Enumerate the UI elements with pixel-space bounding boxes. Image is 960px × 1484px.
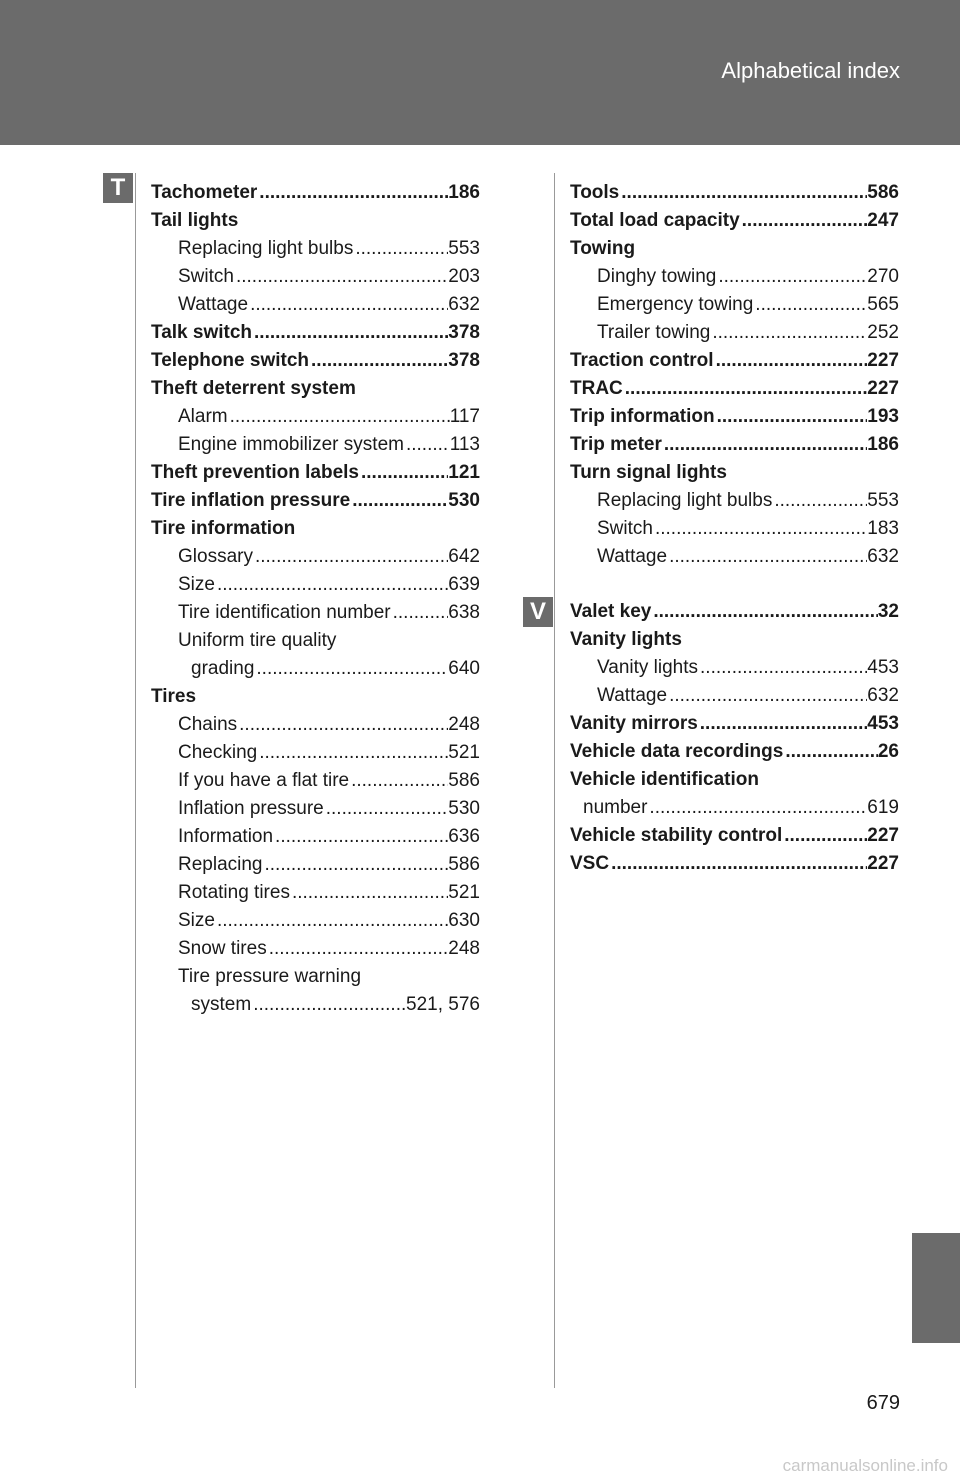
index-entry [570, 794, 899, 822]
index-entry [570, 319, 899, 347]
leader-dots [647, 794, 867, 822]
entry-page-number: 186 [448, 182, 480, 203]
index-entry [570, 515, 899, 543]
leader-dots [309, 347, 448, 375]
entry-page-number: 453 [867, 657, 899, 678]
index-group-t [570, 179, 899, 571]
section-gap [570, 571, 899, 598]
leader-dots [263, 851, 449, 879]
entry-page-number: 248 [448, 714, 480, 735]
entry-label: Wattage [597, 546, 668, 567]
entry-page-number: 203 [448, 266, 480, 287]
leader-dots [215, 571, 448, 599]
leader-dots [237, 711, 448, 739]
leader-dots [619, 179, 867, 207]
leader-dots [698, 710, 868, 738]
leader-dots [667, 682, 867, 710]
index-entry [570, 487, 899, 515]
entry-page-number: 586 [867, 182, 899, 203]
index-entry [151, 375, 480, 403]
index-entry [570, 626, 899, 654]
index-entry [570, 291, 899, 319]
header-title: Alphabetical index [721, 58, 900, 83]
index-entry [570, 347, 899, 375]
leader-dots [651, 598, 878, 626]
entry-label: Switch [597, 518, 653, 539]
leader-dots [252, 319, 448, 347]
entry-label: Size [178, 910, 215, 931]
entry-page-number: 252 [867, 322, 899, 343]
leader-dots [324, 795, 449, 823]
entry-page-number: 632 [448, 294, 480, 315]
entry-label: Theft deterrent system [151, 378, 356, 399]
leader-dots [782, 822, 867, 850]
entry-page-number: 565 [867, 294, 899, 315]
leader-dots [215, 907, 448, 935]
entry-page-number: 32 [877, 601, 899, 622]
index-entry [570, 850, 899, 878]
entry-page-number: 632 [867, 546, 899, 567]
index-entry [570, 207, 899, 235]
leader-dots [353, 235, 448, 263]
entry-page-number: 632 [867, 685, 899, 706]
entry-page-number: 630 [448, 910, 480, 931]
entry-label: Checking [178, 742, 258, 763]
entry-label: Replacing light bulbs [178, 238, 354, 259]
leader-dots [783, 738, 878, 766]
entry-label: Trailer towing [597, 322, 711, 343]
page-header [0, 0, 960, 145]
entry-label: Alarm [178, 406, 228, 427]
entry-label: Theft prevention labels [151, 462, 359, 483]
index-entry [151, 935, 480, 963]
entry-label: If you have a flat tire [178, 770, 350, 791]
leader-dots [667, 543, 867, 571]
index-entry [151, 907, 480, 935]
entry-label: Tire inflation pressure [151, 490, 351, 511]
leader-dots [228, 403, 450, 431]
entry-label: Information [178, 826, 274, 847]
entry-page-number: 639 [448, 574, 480, 595]
entry-label: Wattage [178, 294, 249, 315]
entry-page-number: 553 [867, 490, 899, 511]
leader-dots [359, 459, 448, 487]
entry-page-number: 26 [877, 741, 899, 762]
entry-label: Telephone switch [151, 350, 310, 371]
entry-label: Tire pressure warning [178, 966, 362, 987]
entry-label: Tires [151, 686, 197, 707]
entry-page-number: 619 [867, 797, 899, 818]
leader-dots [391, 599, 449, 627]
leader-dots [234, 263, 448, 291]
leader-dots [753, 291, 867, 319]
leader-dots [253, 543, 448, 571]
index-entry [151, 291, 480, 319]
leader-dots [772, 487, 867, 515]
entry-page-number: 521 [448, 742, 480, 763]
index-entry [570, 263, 899, 291]
entry-page-number: 640 [448, 658, 480, 679]
index-entry [570, 431, 899, 459]
entry-page-number: 642 [448, 546, 480, 567]
index-entry [151, 795, 480, 823]
entry-label: Valet key [570, 601, 652, 622]
leader-dots [254, 655, 448, 683]
entry-page-number: 270 [867, 266, 899, 287]
leader-dots [662, 431, 867, 459]
entry-page-number: 117 [449, 406, 480, 427]
watermark: carmanualsonline.info [782, 1456, 948, 1475]
index-column-left [151, 179, 480, 1019]
index-entry [151, 543, 480, 571]
entry-page-number: 530 [448, 798, 480, 819]
entry-label: grading [191, 658, 255, 679]
entry-label: Vehicle identification [570, 769, 759, 790]
entry-page-number: 638 [448, 602, 480, 623]
entry-label: Trip meter [570, 434, 662, 455]
entry-label: Rotating tires [178, 882, 290, 903]
leader-dots [257, 739, 448, 767]
entry-page-number: 183 [867, 518, 899, 539]
entry-label: Tire identification number [178, 602, 391, 623]
entry-page-number: 586 [448, 770, 480, 791]
index-entry [151, 515, 480, 543]
entry-label: Glossary [178, 546, 253, 567]
entry-label: Switch [178, 266, 234, 287]
leader-dots [609, 850, 867, 878]
section-letter-t: T [103, 173, 133, 203]
index-entry [151, 347, 480, 375]
entry-label: Tire information [151, 518, 296, 539]
leader-dots [715, 403, 868, 431]
entry-page-number: 227 [867, 825, 899, 846]
index-entry [151, 571, 480, 599]
entry-label: Turn signal lights [570, 462, 727, 483]
page-number: 679 [866, 1392, 900, 1414]
leader-dots [698, 654, 867, 682]
index-entry [570, 682, 899, 710]
entry-page-number: 586 [448, 854, 480, 875]
index-entry [151, 963, 480, 991]
entry-page-number: 530 [448, 490, 480, 511]
entry-label: system [191, 994, 252, 1015]
leader-dots [290, 879, 448, 907]
column-divider-left [135, 173, 136, 1388]
entry-label: Inflation pressure [178, 798, 324, 819]
leader-dots [267, 935, 449, 963]
entry-label: Uniform tire quality [178, 630, 337, 651]
index-entry [151, 487, 480, 515]
entry-label: Chains [178, 714, 238, 735]
entry-label: Replacing [178, 854, 263, 875]
leader-dots [273, 823, 448, 851]
leader-dots [740, 207, 868, 235]
index-entry [570, 375, 899, 403]
leader-dots [716, 263, 867, 291]
entry-page-number: 378 [448, 350, 480, 371]
entry-page-number: 636 [448, 826, 480, 847]
index-entry [151, 599, 480, 627]
entry-page-number: 227 [867, 378, 899, 399]
entry-label: number [583, 797, 648, 818]
entry-label: Emergency towing [597, 294, 754, 315]
index-entry [151, 739, 480, 767]
index-entry [151, 711, 480, 739]
entry-label: Vanity lights [597, 657, 699, 678]
entry-page-number: 121 [448, 462, 480, 483]
index-entry [570, 822, 899, 850]
entry-page-number: 453 [867, 713, 899, 734]
index-column-right [570, 179, 899, 878]
index-group-v [570, 598, 899, 878]
leader-dots [714, 347, 868, 375]
index-entry [151, 179, 480, 207]
entry-label: Traction control [570, 350, 714, 371]
entry-label: Vehicle stability control [570, 825, 783, 846]
index-entry [151, 851, 480, 879]
entry-page-number: 553 [448, 238, 480, 259]
entry-label: Engine immobilizer system [178, 434, 404, 455]
entry-page-number: 378 [448, 322, 480, 343]
index-entry [151, 207, 480, 235]
column-divider-right [554, 173, 555, 1388]
entry-label: Tools [570, 182, 620, 203]
entry-label: Vehicle data recordings [570, 741, 784, 762]
index-entry [151, 879, 480, 907]
index-entry [151, 319, 480, 347]
entry-page-number: 227 [867, 350, 899, 371]
index-entry [570, 403, 899, 431]
index-entry [151, 235, 480, 263]
index-entry [151, 683, 480, 711]
index-entry [151, 823, 480, 851]
index-entry [570, 235, 899, 263]
index-entry [151, 263, 480, 291]
entry-label: Talk switch [151, 322, 253, 343]
leader-dots [349, 767, 448, 795]
entry-page-number: 113 [449, 434, 480, 455]
entry-label: TRAC [570, 378, 623, 399]
entry-label: Snow tires [178, 938, 267, 959]
entry-label: Vanity lights [570, 629, 682, 650]
entry-label: Vanity mirrors [570, 713, 698, 734]
entry-label: Towing [570, 238, 636, 259]
index-entry [151, 655, 480, 683]
entry-page-number: 521, 576 [406, 994, 480, 1015]
side-thumb-tab [912, 1233, 960, 1343]
index-entry [570, 459, 899, 487]
index-entry [570, 179, 899, 207]
index-entry [151, 991, 480, 1019]
leader-dots [404, 431, 450, 459]
entry-label: Replacing light bulbs [597, 490, 773, 511]
leader-dots [251, 991, 406, 1019]
leader-dots [710, 319, 867, 347]
entry-page-number: 247 [867, 210, 899, 231]
entry-page-number: 248 [448, 938, 480, 959]
index-entry [570, 766, 899, 794]
index-entry [570, 598, 899, 626]
entry-label: VSC [570, 853, 610, 874]
leader-dots [623, 375, 868, 403]
leader-dots [257, 179, 448, 207]
index-entry [151, 459, 480, 487]
leader-dots [653, 515, 867, 543]
section-letter-v: V [523, 597, 553, 627]
entry-page-number: 186 [867, 434, 899, 455]
entry-label: Size [178, 574, 215, 595]
entry-page-number: 193 [867, 406, 899, 427]
index-entry [151, 431, 480, 459]
entry-label: Wattage [597, 685, 668, 706]
entry-label: Trip information [570, 406, 715, 427]
entry-label: Total load capacity [570, 210, 740, 231]
leader-dots [350, 487, 448, 515]
index-entry [570, 738, 899, 766]
entry-label: Tachometer [151, 182, 258, 203]
leader-dots [248, 291, 448, 319]
index-entry [570, 654, 899, 682]
index-entry [570, 710, 899, 738]
entry-page-number: 227 [867, 853, 899, 874]
index-entry [151, 627, 480, 655]
entry-page-number: 521 [448, 882, 480, 903]
index-entry [570, 543, 899, 571]
index-entry [151, 403, 480, 431]
entry-label: Tail lights [151, 210, 239, 231]
index-entry [151, 767, 480, 795]
entry-label: Dinghy towing [597, 266, 717, 287]
